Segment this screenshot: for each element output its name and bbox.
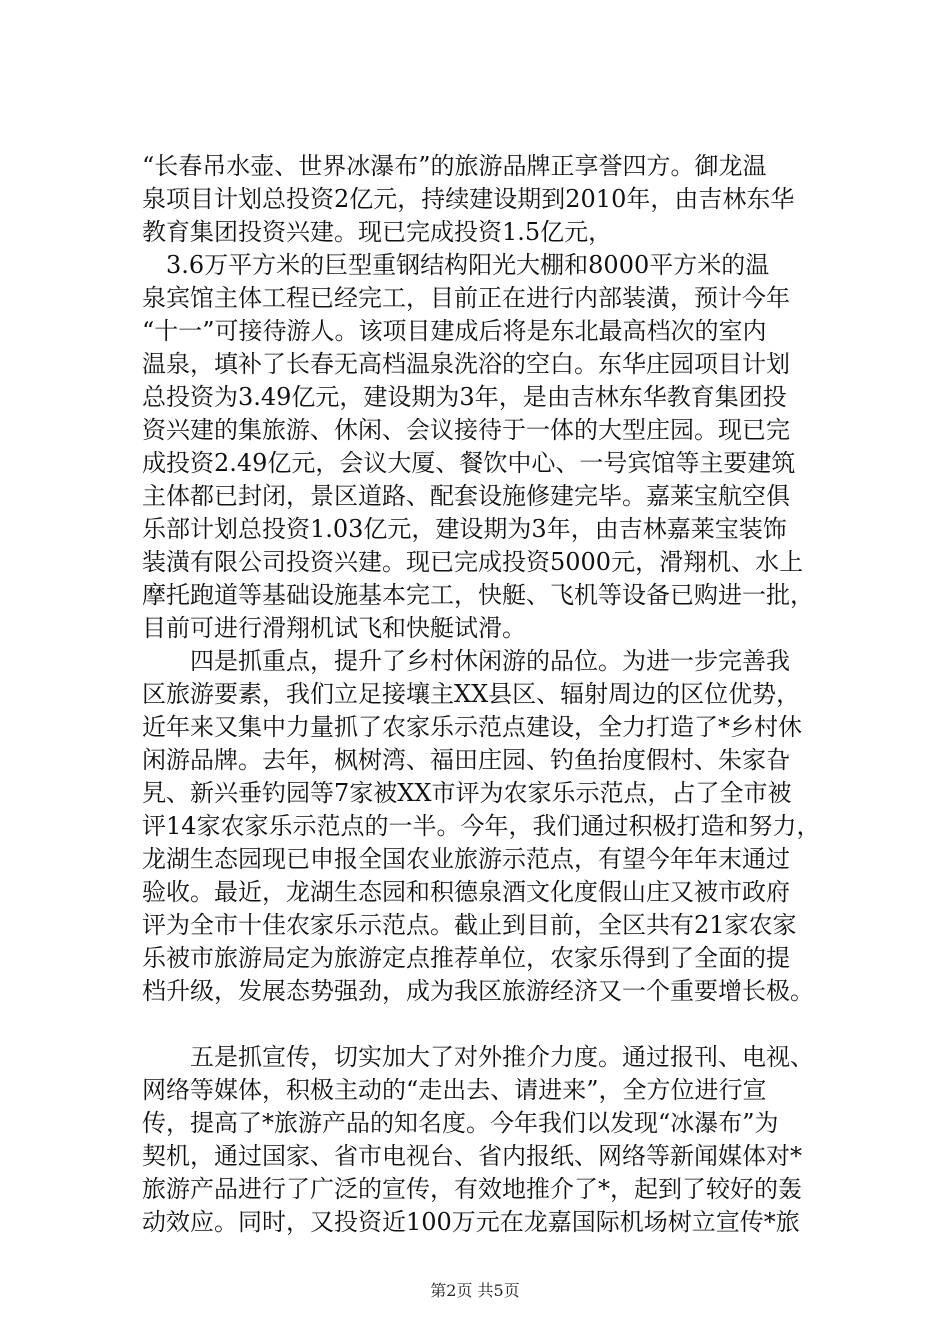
paragraph-gap xyxy=(142,1008,854,1041)
text-line: 泉宾馆主体工程已经完工，目前正在进行内部装潢，预计今年 xyxy=(142,284,790,312)
text-line: 验收。最近，龙湖生态园和积德泉酒文化度假山庄又被市政府 xyxy=(142,878,790,906)
text-line: 主体都已封闭，景区道路、配套设施修建完毕。嘉莱宝航空俱 xyxy=(142,482,790,510)
text-line: 评为全市十佳农家乐示范点。截止到目前，全区共有21家农家 xyxy=(142,911,797,939)
text-line: 闲游品牌。去年，枫树湾、福田庄园、钓鱼抬度假村、朱家旮 xyxy=(142,746,790,774)
text-line: “十一”可接待游人。该项目建成后将是东北最高档次的室内 xyxy=(142,317,767,345)
text-line: 评14家农家乐示范点的一半。今年，我们通过积极打造和努力， xyxy=(142,812,821,840)
text-line: 旅游产品进行了广泛的宣传，有效地推介了*，起到了较好的轰 xyxy=(142,1175,802,1203)
text-line: 动效应。同时，又投资近100万元在龙嘉国际机场树立宣传*旅 xyxy=(142,1208,800,1236)
text-line: 五是抓宣传，切实加大了对外推介力度。通过报刊、电视、 xyxy=(142,1043,814,1071)
text-line: 总投资为3.49亿元，建设期为3年，是由吉林东华教育集团投 xyxy=(142,383,787,411)
text-line: 乐部计划总投资1.03亿元，建设期为3年，由吉林嘉莱宝装饰 xyxy=(142,515,787,543)
text-line: 龙湖生态园现已申报全国农业旅游示范点，有望今年年末通过 xyxy=(142,845,790,873)
text-line: 3.6万平方米的巨型重钢结构阳光大棚和8000平方米的温 xyxy=(142,251,770,279)
text-line: 目前可进行滑翔机试飞和快艇试滑。 xyxy=(142,614,526,642)
page-number: 第2页 共5页 xyxy=(430,1281,520,1300)
text-line: 装潢有限公司投资兴建。现已完成投资5000元，滑翔机、水上 xyxy=(142,548,804,576)
text-line: 旯、新兴垂钓园等7家被XX市评为农家乐示范点，占了全市被 xyxy=(142,779,792,807)
text-line: “长春吊水壶、世界冰瀑布”的旅游品牌正享誉四方。御龙温 xyxy=(142,152,767,180)
text-line: 泉项目计划总投资2亿元，持续建设期到2010年，由吉林东华 xyxy=(142,185,795,213)
text-line: 档升级，发展态势强劲，成为我区旅游经济又一个重要增长极。 xyxy=(142,977,814,1005)
text-line: 四是抓重点，提升了乡村休闲游的品位。为进一步完善我 xyxy=(142,647,790,675)
document-body xyxy=(142,150,854,1239)
text-line: 乐被市旅游局定为旅游定点推荐单位，农家乐得到了全面的提 xyxy=(142,944,790,972)
text-line: 教育集团投资兴建。现已完成投资1.5亿元， xyxy=(142,218,613,246)
text-line: 成投资2.49亿元，会议大厦、餐饮中心、一号宾馆等主要建筑 xyxy=(142,449,796,477)
page-footer xyxy=(0,1281,950,1301)
text-line: 区旅游要素，我们立足接壤主XX县区、辐射周边的区位优势， xyxy=(142,680,801,708)
text-line: 网络等媒体，积极主动的“走出去、请进来”，全方位进行宣 xyxy=(142,1076,767,1104)
text-line: 契机，通过国家、省市电视台、省内报纸、网络等新闻媒体对* xyxy=(142,1142,802,1170)
text-line: 传，提高了*旅游产品的知名度。今年我们以发现“冰瀑布”为 xyxy=(142,1109,779,1137)
text-line: 温泉，填补了长春无高档温泉洗浴的空白。东华庄园项目计划 xyxy=(142,350,790,378)
text-line: 近年来又集中力量抓了农家乐示范点建设，全力打造了*乡村休 xyxy=(142,713,802,741)
text-line: 资兴建的集旅游、休闲、会议接待于一体的大型庄园。现已完 xyxy=(142,416,790,444)
text-line: 摩托跑道等基础设施基本完工，快艇、飞机等设备已购进一批， xyxy=(142,581,814,609)
